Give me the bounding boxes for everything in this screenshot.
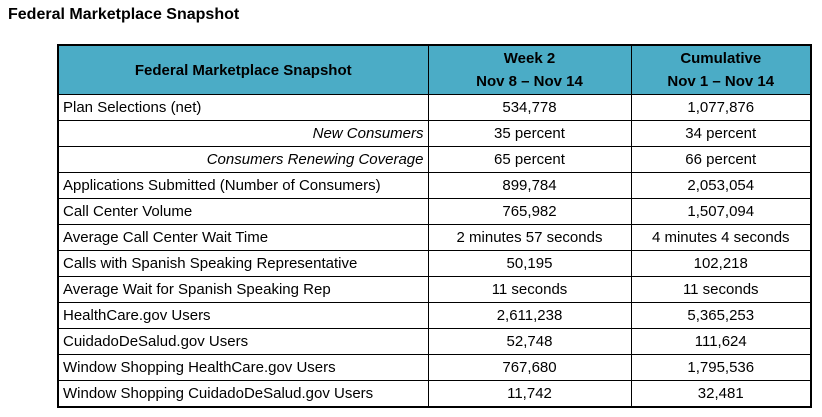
table-row-window-shopping-healthcare xyxy=(58,355,811,381)
header-cumulative-label: Cumulative xyxy=(680,50,762,67)
row-week2-value: 11 seconds xyxy=(428,277,631,303)
row-label: New Consumers xyxy=(58,121,428,147)
row-cumulative-value: 4 minutes 4 seconds xyxy=(631,225,811,251)
row-label: Applications Submitted (Number of Consumers) xyxy=(58,173,428,199)
table-row-spanish-wait xyxy=(58,277,811,303)
federal-marketplace-snapshot-table xyxy=(57,44,812,408)
row-cumulative-value: 34 percent xyxy=(631,121,811,147)
header-week2-label: Week 2 xyxy=(503,50,556,67)
row-cumulative-value: 102,218 xyxy=(631,251,811,277)
table-header-row xyxy=(58,45,811,95)
table-row-consumers-renewing xyxy=(58,147,811,173)
header-cumulative-dates: Nov 1 – Nov 14 xyxy=(667,73,775,90)
header-week2-dates: Nov 8 – Nov 14 xyxy=(476,73,583,90)
table-row-avg-call-wait xyxy=(58,225,811,251)
row-label: CuidadoDeSalud.gov Users xyxy=(58,329,428,355)
table-row-call-center-volume xyxy=(58,199,811,225)
row-label: Calls with Spanish Speaking Representative xyxy=(58,251,428,277)
row-label: Window Shopping HealthCare.gov Users xyxy=(58,355,428,381)
table-row-window-shopping-cuidadodesalud xyxy=(58,381,811,408)
header-cumulative-column xyxy=(631,45,811,95)
row-week2-value: 2,611,238 xyxy=(428,303,631,329)
row-cumulative-value: 66 percent xyxy=(631,147,811,173)
row-week2-value: 65 percent xyxy=(428,147,631,173)
table-row-new-consumers xyxy=(58,121,811,147)
header-week2-column xyxy=(428,45,631,95)
row-cumulative-value: 1,795,536 xyxy=(631,355,811,381)
table-row-applications-submitted xyxy=(58,173,811,199)
row-week2-value: 2 minutes 57 seconds xyxy=(428,225,631,251)
row-cumulative-value: 1,507,094 xyxy=(631,199,811,225)
row-week2-value: 534,778 xyxy=(428,95,631,121)
row-label: Consumers Renewing Coverage xyxy=(58,147,428,173)
row-week2-value: 11,742 xyxy=(428,381,631,408)
row-week2-value: 52,748 xyxy=(428,329,631,355)
table-row-cuidadodesalud-users xyxy=(58,329,811,355)
row-label: Average Wait for Spanish Speaking Rep xyxy=(58,277,428,303)
row-label: Plan Selections (net) xyxy=(58,95,428,121)
row-label: Average Call Center Wait Time xyxy=(58,225,428,251)
table-row-spanish-calls xyxy=(58,251,811,277)
row-cumulative-value: 1,077,876 xyxy=(631,95,811,121)
row-week2-value: 765,982 xyxy=(428,199,631,225)
row-label: Window Shopping CuidadoDeSalud.gov Users xyxy=(58,381,428,408)
row-cumulative-value: 111,624 xyxy=(631,329,811,355)
row-week2-value: 767,680 xyxy=(428,355,631,381)
header-table-title: Federal Marketplace Snapshot xyxy=(58,45,428,95)
row-week2-value: 50,195 xyxy=(428,251,631,277)
row-cumulative-value: 32,481 xyxy=(631,381,811,408)
row-cumulative-value: 2,053,054 xyxy=(631,173,811,199)
row-week2-value: 899,784 xyxy=(428,173,631,199)
row-cumulative-value: 11 seconds xyxy=(631,277,811,303)
row-label: HealthCare.gov Users xyxy=(58,303,428,329)
row-week2-value: 35 percent xyxy=(428,121,631,147)
row-cumulative-value: 5,365,253 xyxy=(631,303,811,329)
page-title: Federal Marketplace Snapshot xyxy=(8,6,240,23)
table-row-healthcare-users xyxy=(58,303,811,329)
table-row-plan-selections xyxy=(58,95,811,121)
row-label: Call Center Volume xyxy=(58,199,428,225)
